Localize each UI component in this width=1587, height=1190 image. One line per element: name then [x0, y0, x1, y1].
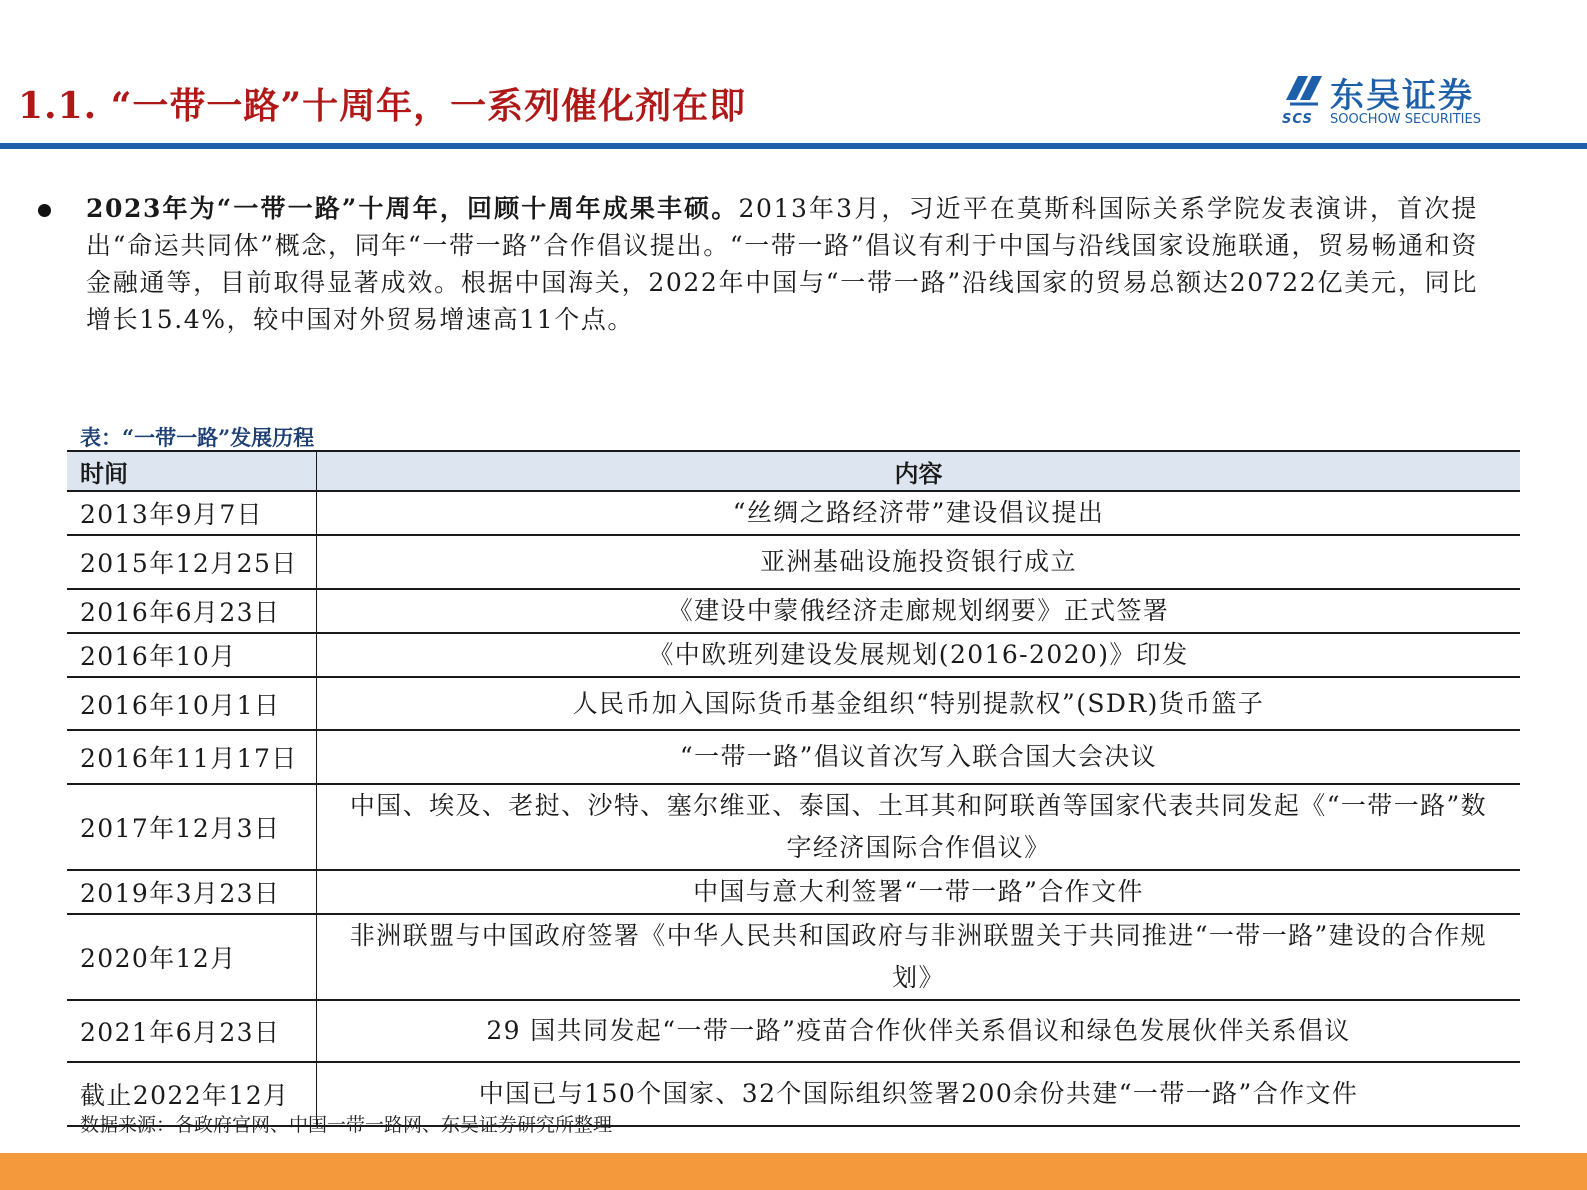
row-content: 中国与意大利签署“一带一路”合作文件 — [317, 870, 1521, 914]
row-content: “丝绸之路经济带”建设倡议提出 — [317, 491, 1521, 535]
table-header-row — [67, 451, 1520, 491]
row-time: 2016年6月23日 — [67, 589, 317, 633]
bullet-text — [86, 190, 1478, 338]
logo-abbreviation: SCS — [1282, 112, 1313, 127]
table-row — [67, 730, 1520, 784]
row-content: 《建设中蒙俄经济走廊规划纲要》正式签署 — [317, 589, 1521, 633]
header-content: 内容 — [317, 451, 1521, 491]
row-time: 2021年6月23日 — [67, 1000, 317, 1062]
row-time: 2017年12月3日 — [67, 784, 317, 870]
logo-chinese-name: 东吴证券 — [1330, 76, 1474, 116]
bullet-dot-icon — [38, 204, 51, 217]
row-content: 29 国共同发起“一带一路”疫苗合作伙伴关系倡议和绿色发展伙伴关系倡议 — [317, 1000, 1521, 1062]
row-time: 2016年10月1日 — [67, 677, 317, 730]
header-divider — [0, 143, 1587, 149]
row-time: 2016年10月 — [67, 633, 317, 677]
row-content: 人民币加入国际货币基金组织“特别提款权”(SDR)货币篮子 — [317, 677, 1521, 730]
row-time: 2020年12月 — [67, 914, 317, 1000]
summary-bullet — [38, 190, 1478, 338]
header-time: 时间 — [67, 451, 317, 491]
table-caption: 表：“一带一路”发展历程 — [80, 425, 315, 450]
bullet-bold-lead: 2023年为“一带一路”十周年，回顾十周年成果丰硕。 — [86, 194, 739, 223]
row-time: 2019年3月23日 — [67, 870, 317, 914]
table-row — [67, 784, 1520, 870]
row-time: 2015年12月25日 — [67, 535, 317, 589]
soochow-logo-icon — [1282, 70, 1324, 108]
company-logo — [1282, 70, 1512, 130]
table-row — [67, 677, 1520, 730]
table-row — [67, 535, 1520, 589]
row-content: 中国已与150个国家、32个国际组织签署200余份共建“一带一路”合作文件 — [317, 1062, 1521, 1126]
slide-title: 1.1. “一带一路”十周年，一系列催化剂在即 — [18, 85, 747, 127]
row-time: 2016年11月17日 — [67, 730, 317, 784]
table-row — [67, 870, 1520, 914]
logo-english-name: SOOCHOW SECURITIES — [1330, 112, 1481, 127]
bullet-body: 2013年3月，习近平在莫斯科国际关系学院发表演讲，首次提出“命运共同体”概念，同年“一带一路”合作倡议提出。“一带一路”倡议有利于中国与沿线国家设施联通，贸易畅通和资金融通等，目前取得显著成效。根据中国海关，2022年中国与“一带一路”沿线国家的贸易总额达20722亿美元，同比增长15.4%，较中国对外贸易增速高11个点。 — [86, 194, 1478, 334]
row-time: 截止2022年12月 — [67, 1062, 317, 1126]
row-content: 亚洲基础设施投资银行成立 — [317, 535, 1521, 589]
table-row — [67, 914, 1520, 1000]
table-row — [67, 633, 1520, 677]
table-row — [67, 491, 1520, 535]
row-content: “一带一路”倡议首次写入联合国大会决议 — [317, 730, 1521, 784]
row-content: 中国、埃及、老挝、沙特、塞尔维亚、泰国、土耳其和阿联酋等国家代表共同发起《“一带一路”数字经济国际合作倡议》 — [317, 784, 1521, 870]
row-content: 《中欧班列建设发展规划(2016-2020)》印发 — [317, 633, 1521, 677]
table-row — [67, 589, 1520, 633]
row-time: 2013年9月7日 — [67, 491, 317, 535]
footer-bar — [0, 1153, 1587, 1190]
milestone-table — [67, 450, 1520, 1127]
data-source-note: 数据来源：各政府官网、中国一带一路网、东吴证券研究所整理 — [80, 1114, 613, 1136]
table-row — [67, 1000, 1520, 1062]
row-content: 非洲联盟与中国政府签署《中华人民共和国政府与非洲联盟关于共同推进“一带一路”建设的合作规划》 — [317, 914, 1521, 1000]
